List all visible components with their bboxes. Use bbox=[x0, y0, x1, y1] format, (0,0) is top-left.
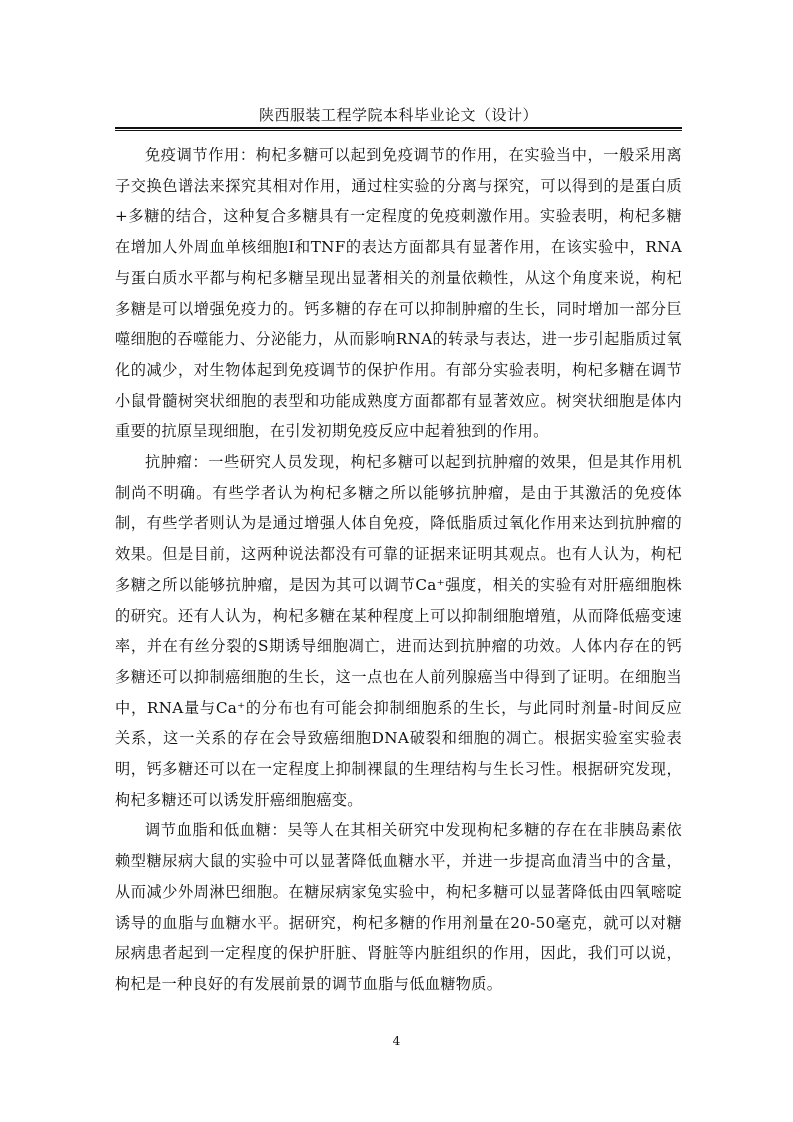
body-text bbox=[115, 140, 682, 1000]
paragraph-immune-regulation: 免疫调节作用：枸杞多糖可以起到免疫调节的作用，在实验当中，一般采用离子交换色谱法来探究其相对作用，通过柱实验的分离与探究，可以得到的是蛋白质+多糖的结合，这种复合多糖具有一定程度的免疫刺激作用。实验表明，枸杞多糖在增加人外周血单核细胞Ⅰ和TNF的表达方面都具有显著作用，在该实验中，RNA与蛋白质水平都与枸杞多糖呈现出显著相关的剂量依赖性，从这个角度来说，枸杞多糖是可以增强免疫力的。钙多糖的存在可以抑制肿瘤的生长，同时增加一部分巨噬细胞的吞噬能力、分泌能力，从而影响RNA的转录与表达，进一步引起脂质过氧化的减少，对生物体起到免疫调节的保护作用。有部分实验表明，枸杞多糖在调节小鼠骨髓树突状细胞的表型和功能成熟度方面都都有显著效应。树突状细胞是体内重要的抗原呈现细胞，在引发初期免疫反应中起着独到的作用。 bbox=[115, 146, 682, 441]
paragraph-blood-lipid-glucose: 调节血脂和低血糖：吴等人在其相关研究中发现枸杞多糖的存在在非胰岛素依赖型糖尿病大鼠的实验中可以显著降低血糖水平，并进一步提高血清当中的含量，从而减少外周淋巴细胞。在糖尿病家兔实验中，枸杞多糖可以显著降低由四氧嘧啶诱导的血脂与血糖水平。据研究，枸杞多糖的作用剂量在20-50毫克，就可以对糖尿病患者起到一定程度的保护肝脏、肾脏等内脏组织的作用，因此，我们可以说，枸杞是一种良好的有发展前景的调节血脂与低血糖物质。 bbox=[115, 821, 682, 993]
paragraph-anti-tumor: 抗肿瘤：一些研究人员发现，枸杞多糖可以起到抗肿瘤的效果，但是其作用机制尚不明确。有些学者认为枸杞多糖之所以能够抗肿瘤，是由于其激活的免疫体制，有些学者则认为是通过增强人体自免疫，降低脂质过氧化作用来达到抗肿瘤的效果。但是目前，这两种说法都没有可靠的证据来证明其观点。也有人认为，枸杞多糖之所以能够抗肿瘤，是因为其可以调节Ca⁺强度，相关的实验有对肝癌细胞株的研究。还有人认为，枸杞多糖在某种程度上可以抑制细胞增殖，从而降低癌变速率，并在有丝分裂的S期诱导细胞凋亡，进而达到抗肿瘤的功效。人体内存在的钙多糖还可以抑制癌细胞的生长，这一点也在人前列腺癌当中得到了证明。在细胞当中，RNA量与Ca⁺的分布也有可能会抑制细胞系的生长，与此同时剂量-时间反应关系，这一关系的存在会导致癌细胞DNA破裂和细胞的凋亡。根据实验室实验表明，钙多糖还可以在一定程度上抑制裸鼠的生理结构与生长习性。根据研究发现，枸杞多糖还可以诱发肝癌细胞癌变。 bbox=[115, 453, 682, 809]
page-number: 4 bbox=[392, 1034, 401, 1048]
page-header bbox=[115, 104, 682, 130]
header-rule-thin bbox=[115, 130, 682, 131]
header-title: 陕西服装工程学院本科毕业论文（设计） bbox=[258, 106, 538, 124]
header-rule-thick bbox=[115, 127, 682, 129]
